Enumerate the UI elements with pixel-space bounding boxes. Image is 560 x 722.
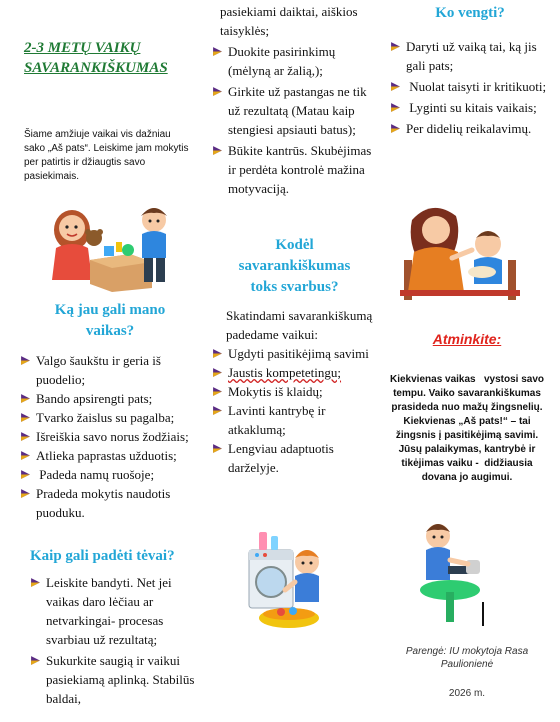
year-label: 2026 m.: [448, 688, 486, 699]
bullet-icon: [212, 405, 223, 416]
list-item: Sukurkite saugią ir vaikui pasiekiamą aplinką. Stabilūs baldai,: [30, 651, 200, 708]
kids-toybox-illustration: [42, 198, 182, 293]
bullet-icon: [390, 41, 401, 52]
why-lead: Skatindami savarankiškumą padedame vaikui:: [226, 308, 373, 342]
mother-feeding-child-illustration: [396, 196, 524, 306]
list-item: Nuolat taisyti ir kritikuoti;: [390, 77, 556, 96]
bullet-icon: [20, 488, 31, 499]
list-item: Ugdyti pasitikėjimą savimi: [212, 344, 377, 363]
list-item: Tvarko žaislus su pagalba;: [20, 408, 200, 427]
list-item: Valgo šaukštu ir geria iš puodelio;: [20, 351, 200, 389]
list-item: Lengviau adaptuotis darželyje.: [212, 439, 377, 477]
bullet-icon: [212, 443, 223, 454]
why-list: [212, 344, 377, 477]
bullet-icon: [20, 450, 31, 461]
bullet-icon: [390, 123, 401, 134]
bullet-icon: [212, 386, 223, 397]
section-heading-why: Kodėl savarankiškumas toks svarbus?: [238, 237, 351, 295]
list-item: Lyginti su kitais vaikais;: [390, 98, 556, 117]
section-heading-help: Kaip gali padėti tėvai?: [30, 548, 175, 564]
list-item: Išreiškia savo norus žodžiais;: [20, 427, 200, 446]
list-item: Daryti už vaiką tai, ką jis gali pats;: [390, 37, 556, 75]
bullet-icon: [212, 348, 223, 359]
list-item: Lavinti kantrybę ir atkaklumą;: [212, 401, 377, 439]
bullet-icon: [20, 431, 31, 442]
bullet-icon: [30, 655, 41, 666]
avoid-list: [384, 37, 556, 138]
bullet-icon: [212, 367, 223, 378]
bullet-icon: [212, 86, 223, 97]
bullet-icon: [30, 577, 41, 588]
list-item: Pradeda mokytis naudotis puoduku.: [20, 484, 200, 522]
bullet-icon: [20, 355, 31, 366]
bullet-icon: [212, 46, 223, 57]
list-item: Padeda namų ruošoje;: [20, 465, 200, 484]
section-heading-avoid: Ko vengti?: [435, 5, 505, 21]
bullet-icon: [212, 145, 223, 156]
help-list-continued: [212, 42, 377, 198]
intro-text: Šiame amžiuje vaikai vis dažniau sako „Aš pats“. Leiskime jam mokytis per patirtis ir džiaugtis savo pasiekimais.: [24, 129, 189, 182]
page-title: 2-3 METŲ VAIKŲ SAVARANKIŠKUMAS: [24, 40, 168, 76]
list-item: Būkite kantrūs. Skubėjimas ir perdėta kontrolė mažina motyvaciją.: [212, 141, 377, 198]
help-continuation: pasiekiami daiktai, aiškios taisyklės;: [220, 4, 358, 38]
boy-putting-on-shoe-illustration: [410, 520, 490, 630]
bullet-icon: [20, 393, 31, 404]
list-item: Per didelių reikalavimų.: [390, 119, 556, 138]
list-item: Duokite pasirinkimų (mėlyną ar žalią,);: [212, 42, 377, 80]
remember-heading: Atminkite:: [432, 331, 502, 347]
bullet-icon: [20, 412, 31, 423]
list-item: Atlieka paprastas užduotis;: [20, 446, 200, 465]
bullet-icon: [390, 102, 401, 113]
list-item: Mokytis iš klaidų;: [212, 382, 377, 401]
help-list: [20, 573, 200, 708]
list-item: Leiskite bandyti. Net jei vaikas daro lėčiau ar netvarkingai- procesas svarbiau už rezultatą;: [30, 573, 200, 649]
remember-text: Kiekvienas vaikas vystosi savo tempu. Vaiko savarankiškumas prasideda nuo mažų žingsnelių. Kiekvienas „Aš pats!“ – tai žingsnis į pasitikėjimą savimi. Jūsų palaikymas, kantrybė ir tikėjimas vaiku - didžiausia dovana jo augimui.: [390, 374, 547, 483]
bullet-icon: [20, 469, 31, 480]
can-do-list: [20, 351, 200, 522]
list-item: Bando apsirengti pats;: [20, 389, 200, 408]
list-item: Girkite už pastangas ne tik už rezultatą (Matau kaip stengiesi apsiauti batus);: [212, 82, 377, 139]
section-heading-can-do: Ką jau gali mano vaikas?: [54, 302, 166, 339]
boy-washing-machine-illustration: [245, 522, 337, 634]
bullet-icon: [390, 81, 401, 92]
prepared-by: Parengė: IU mokytoja Rasa Paulionienė: [405, 646, 529, 670]
list-item: Jaustis kompetetingu;: [212, 363, 377, 382]
